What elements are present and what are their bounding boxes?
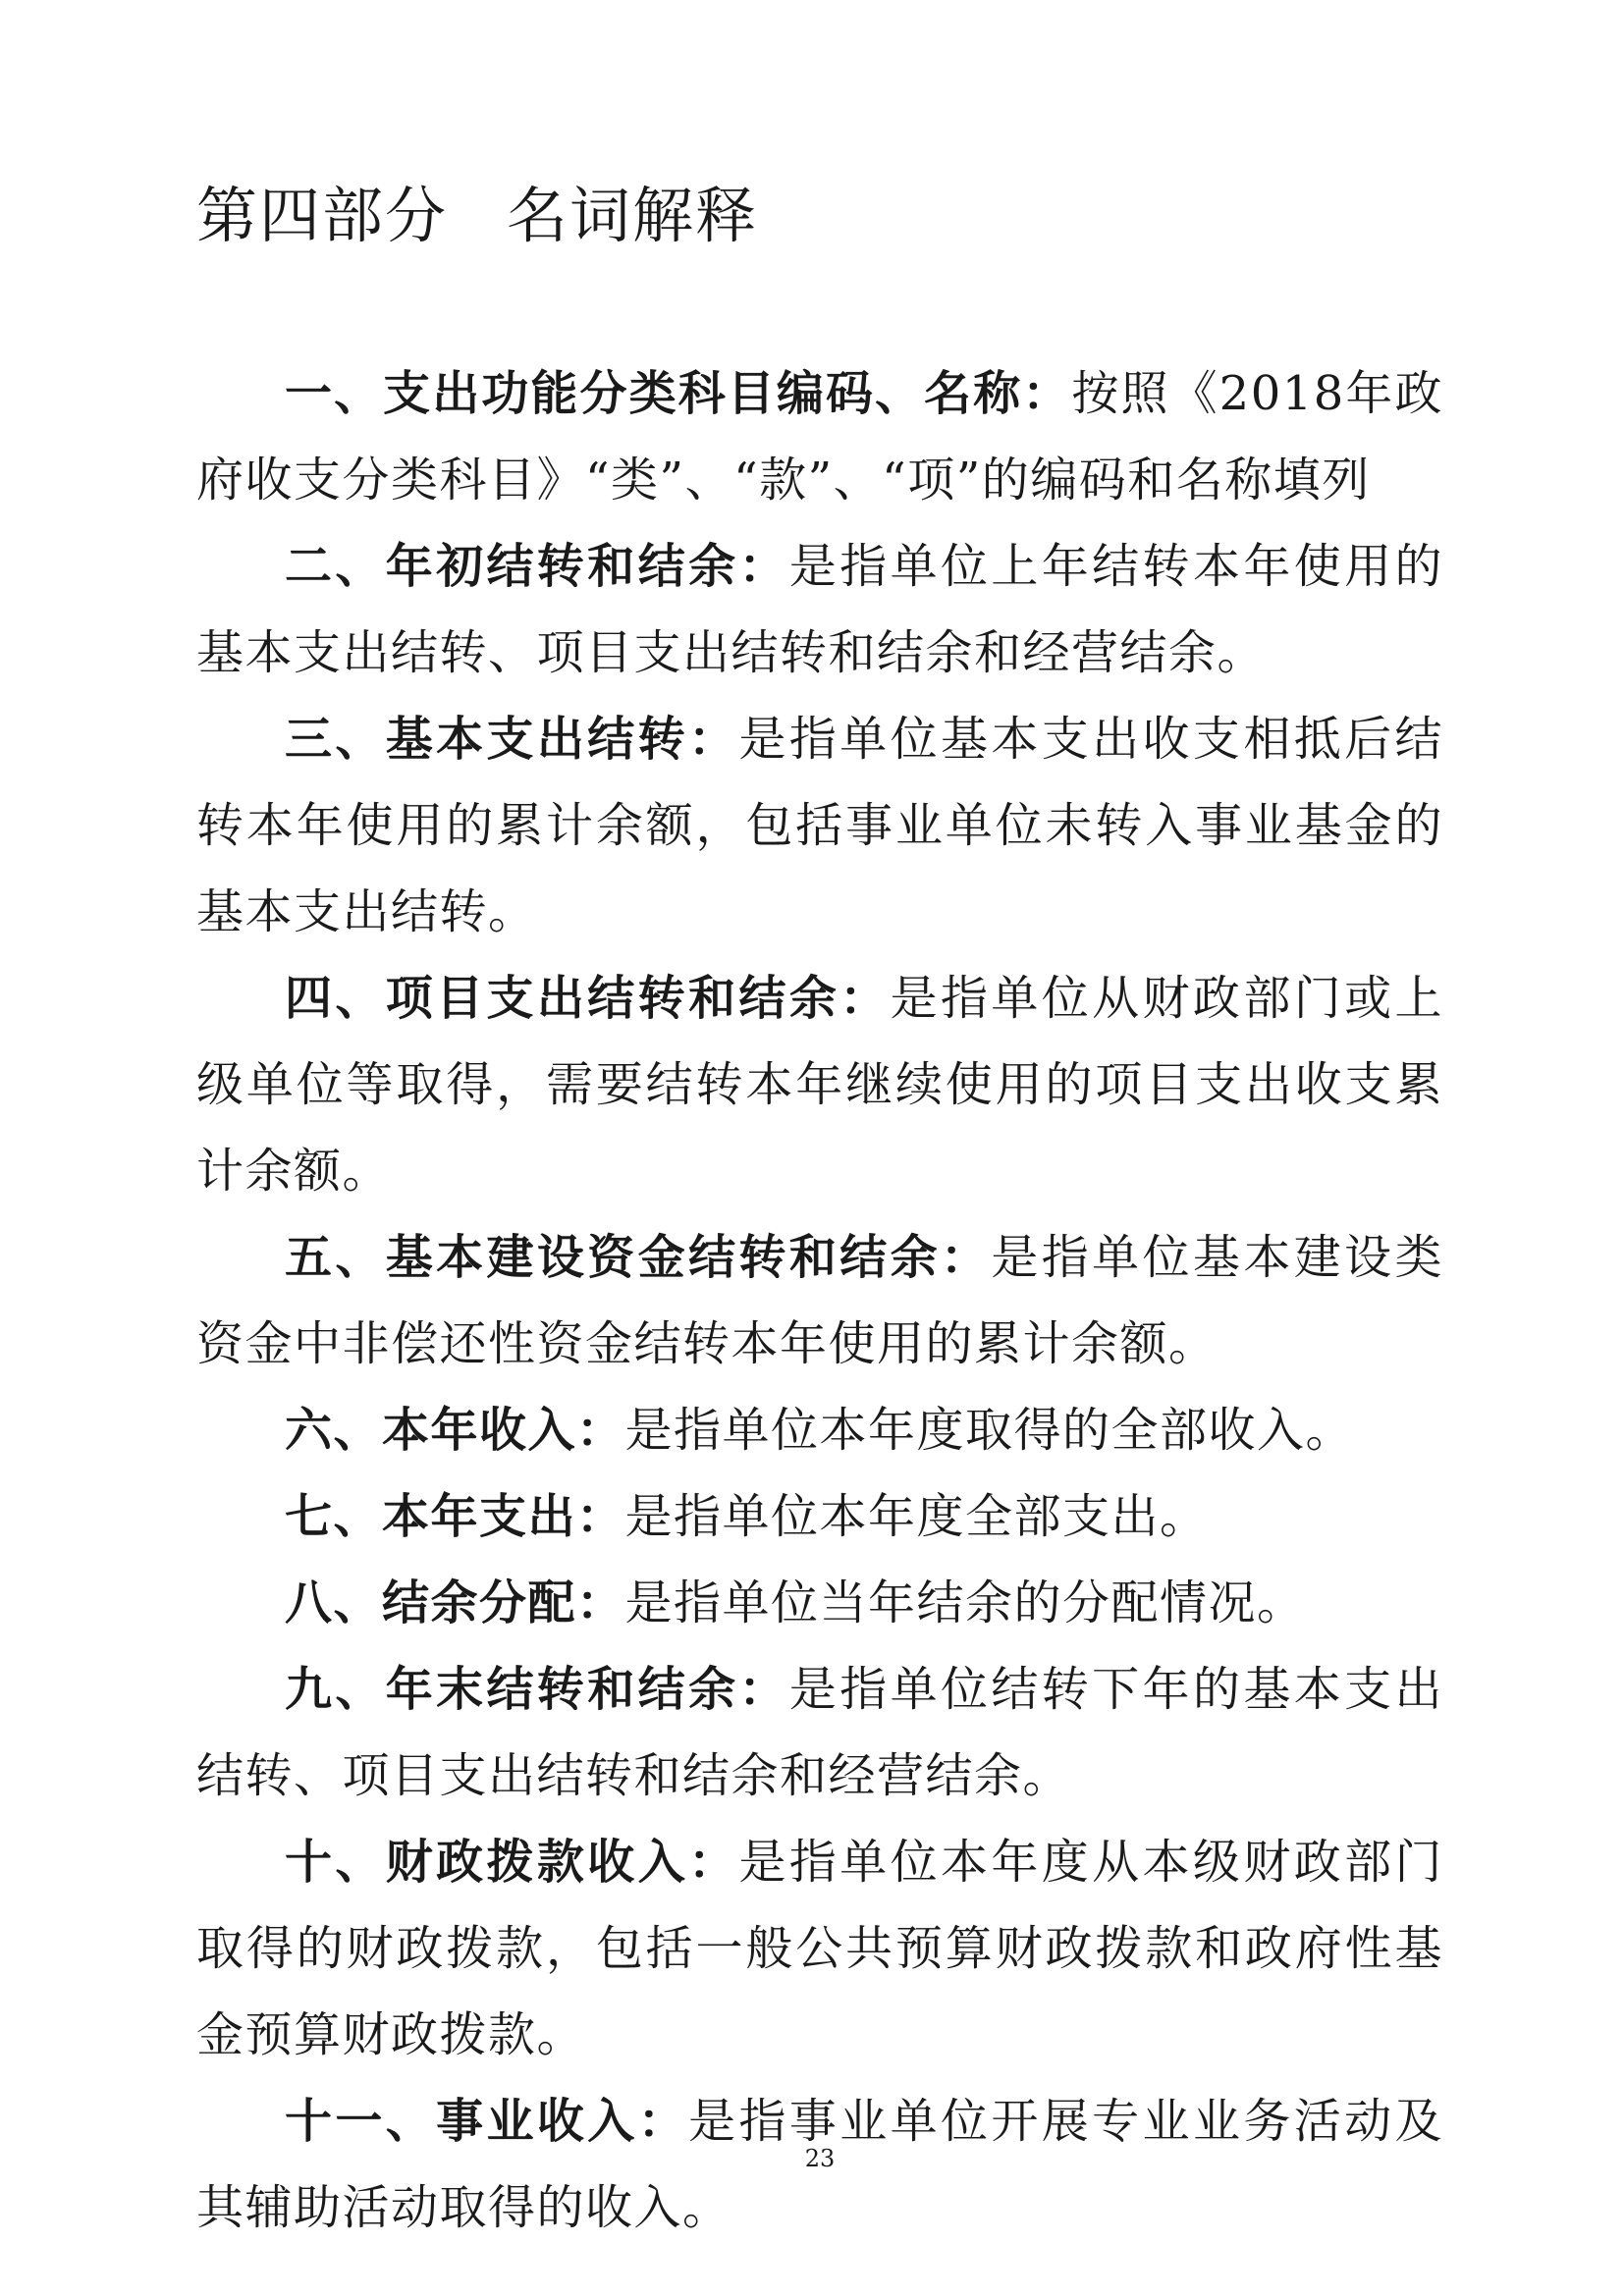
definition-paragraph xyxy=(196,955,1443,1214)
definition-term: 二、年初结转和结余： xyxy=(285,539,789,594)
definition-text: 是指单位本年度全部支出。 xyxy=(624,1489,1209,1544)
definition-term: 八、结余分配： xyxy=(285,1575,625,1630)
definition-paragraph xyxy=(196,1646,1443,1819)
definition-term: 九、年末结转和结余： xyxy=(285,1662,789,1717)
section-title xyxy=(196,177,758,255)
definition-paragraph xyxy=(196,1473,1443,1560)
definition-paragraph xyxy=(196,523,1443,696)
definitions-body xyxy=(196,350,1443,2251)
definition-term: 五、基本建设资金结转和结余： xyxy=(285,1230,992,1285)
definition-term: 十一、事业收入： xyxy=(285,2094,689,2149)
section-part: 第四部分 xyxy=(196,180,449,251)
definition-term: 一、支出功能分类科目编码、名称： xyxy=(285,366,1072,421)
definition-paragraph xyxy=(196,1387,1443,1473)
page-number: 23 xyxy=(804,2145,836,2172)
definition-paragraph xyxy=(196,1560,1443,1646)
section-name: 名词解释 xyxy=(507,180,759,251)
definition-text: 是指单位基本建设类资金中非偿还性资金结转本年使用的累计余额。 xyxy=(196,1230,1443,1371)
definition-term: 四、项目支出结转和结余： xyxy=(285,971,891,1026)
definition-paragraph xyxy=(196,1819,1443,2078)
definition-text: 是指单位从财政部门或上级单位等取得，需要结转本年继续使用的项目支出收支累计余额。 xyxy=(196,971,1443,1199)
definition-paragraph xyxy=(196,1214,1443,1387)
definition-text: 是指单位本年度从本级财政部门取得的财政拨款，包括一般公共预算财政拨款和政府性基金预算财政拨款。 xyxy=(196,1835,1443,2062)
definition-text: 是指单位基本支出收支相抵后结转本年使用的累计余额，包括事业单位未转入事业基金的基本支出结转。 xyxy=(196,712,1443,939)
definition-paragraph xyxy=(196,696,1443,955)
definition-term: 十、财政拨款收入： xyxy=(285,1835,739,1890)
definition-text: 按照《2018年政府收支分类科目》“类”、“款”、“项”的编码和名称填列 xyxy=(196,366,1443,507)
definition-term: 三、基本支出结转： xyxy=(285,712,739,767)
definition-text: 是指单位结转下年的基本支出结转、项目支出结转和结余和经营结余。 xyxy=(196,1662,1443,1803)
document-page xyxy=(196,0,1443,2296)
definition-paragraph xyxy=(196,350,1443,523)
definition-text: 是指单位上年结转本年使用的基本支出结转、项目支出结转和结余和经营结余。 xyxy=(196,539,1443,680)
definition-text: 是指单位本年度取得的全部收入。 xyxy=(624,1403,1355,1458)
definition-term: 六、本年收入： xyxy=(285,1403,625,1458)
definition-term: 七、本年支出： xyxy=(285,1489,625,1544)
definition-text: 是指事业单位开展专业业务活动及其辅助活动取得的收入。 xyxy=(196,2094,1443,2235)
definition-text: 是指单位当年结余的分配情况。 xyxy=(624,1575,1306,1630)
